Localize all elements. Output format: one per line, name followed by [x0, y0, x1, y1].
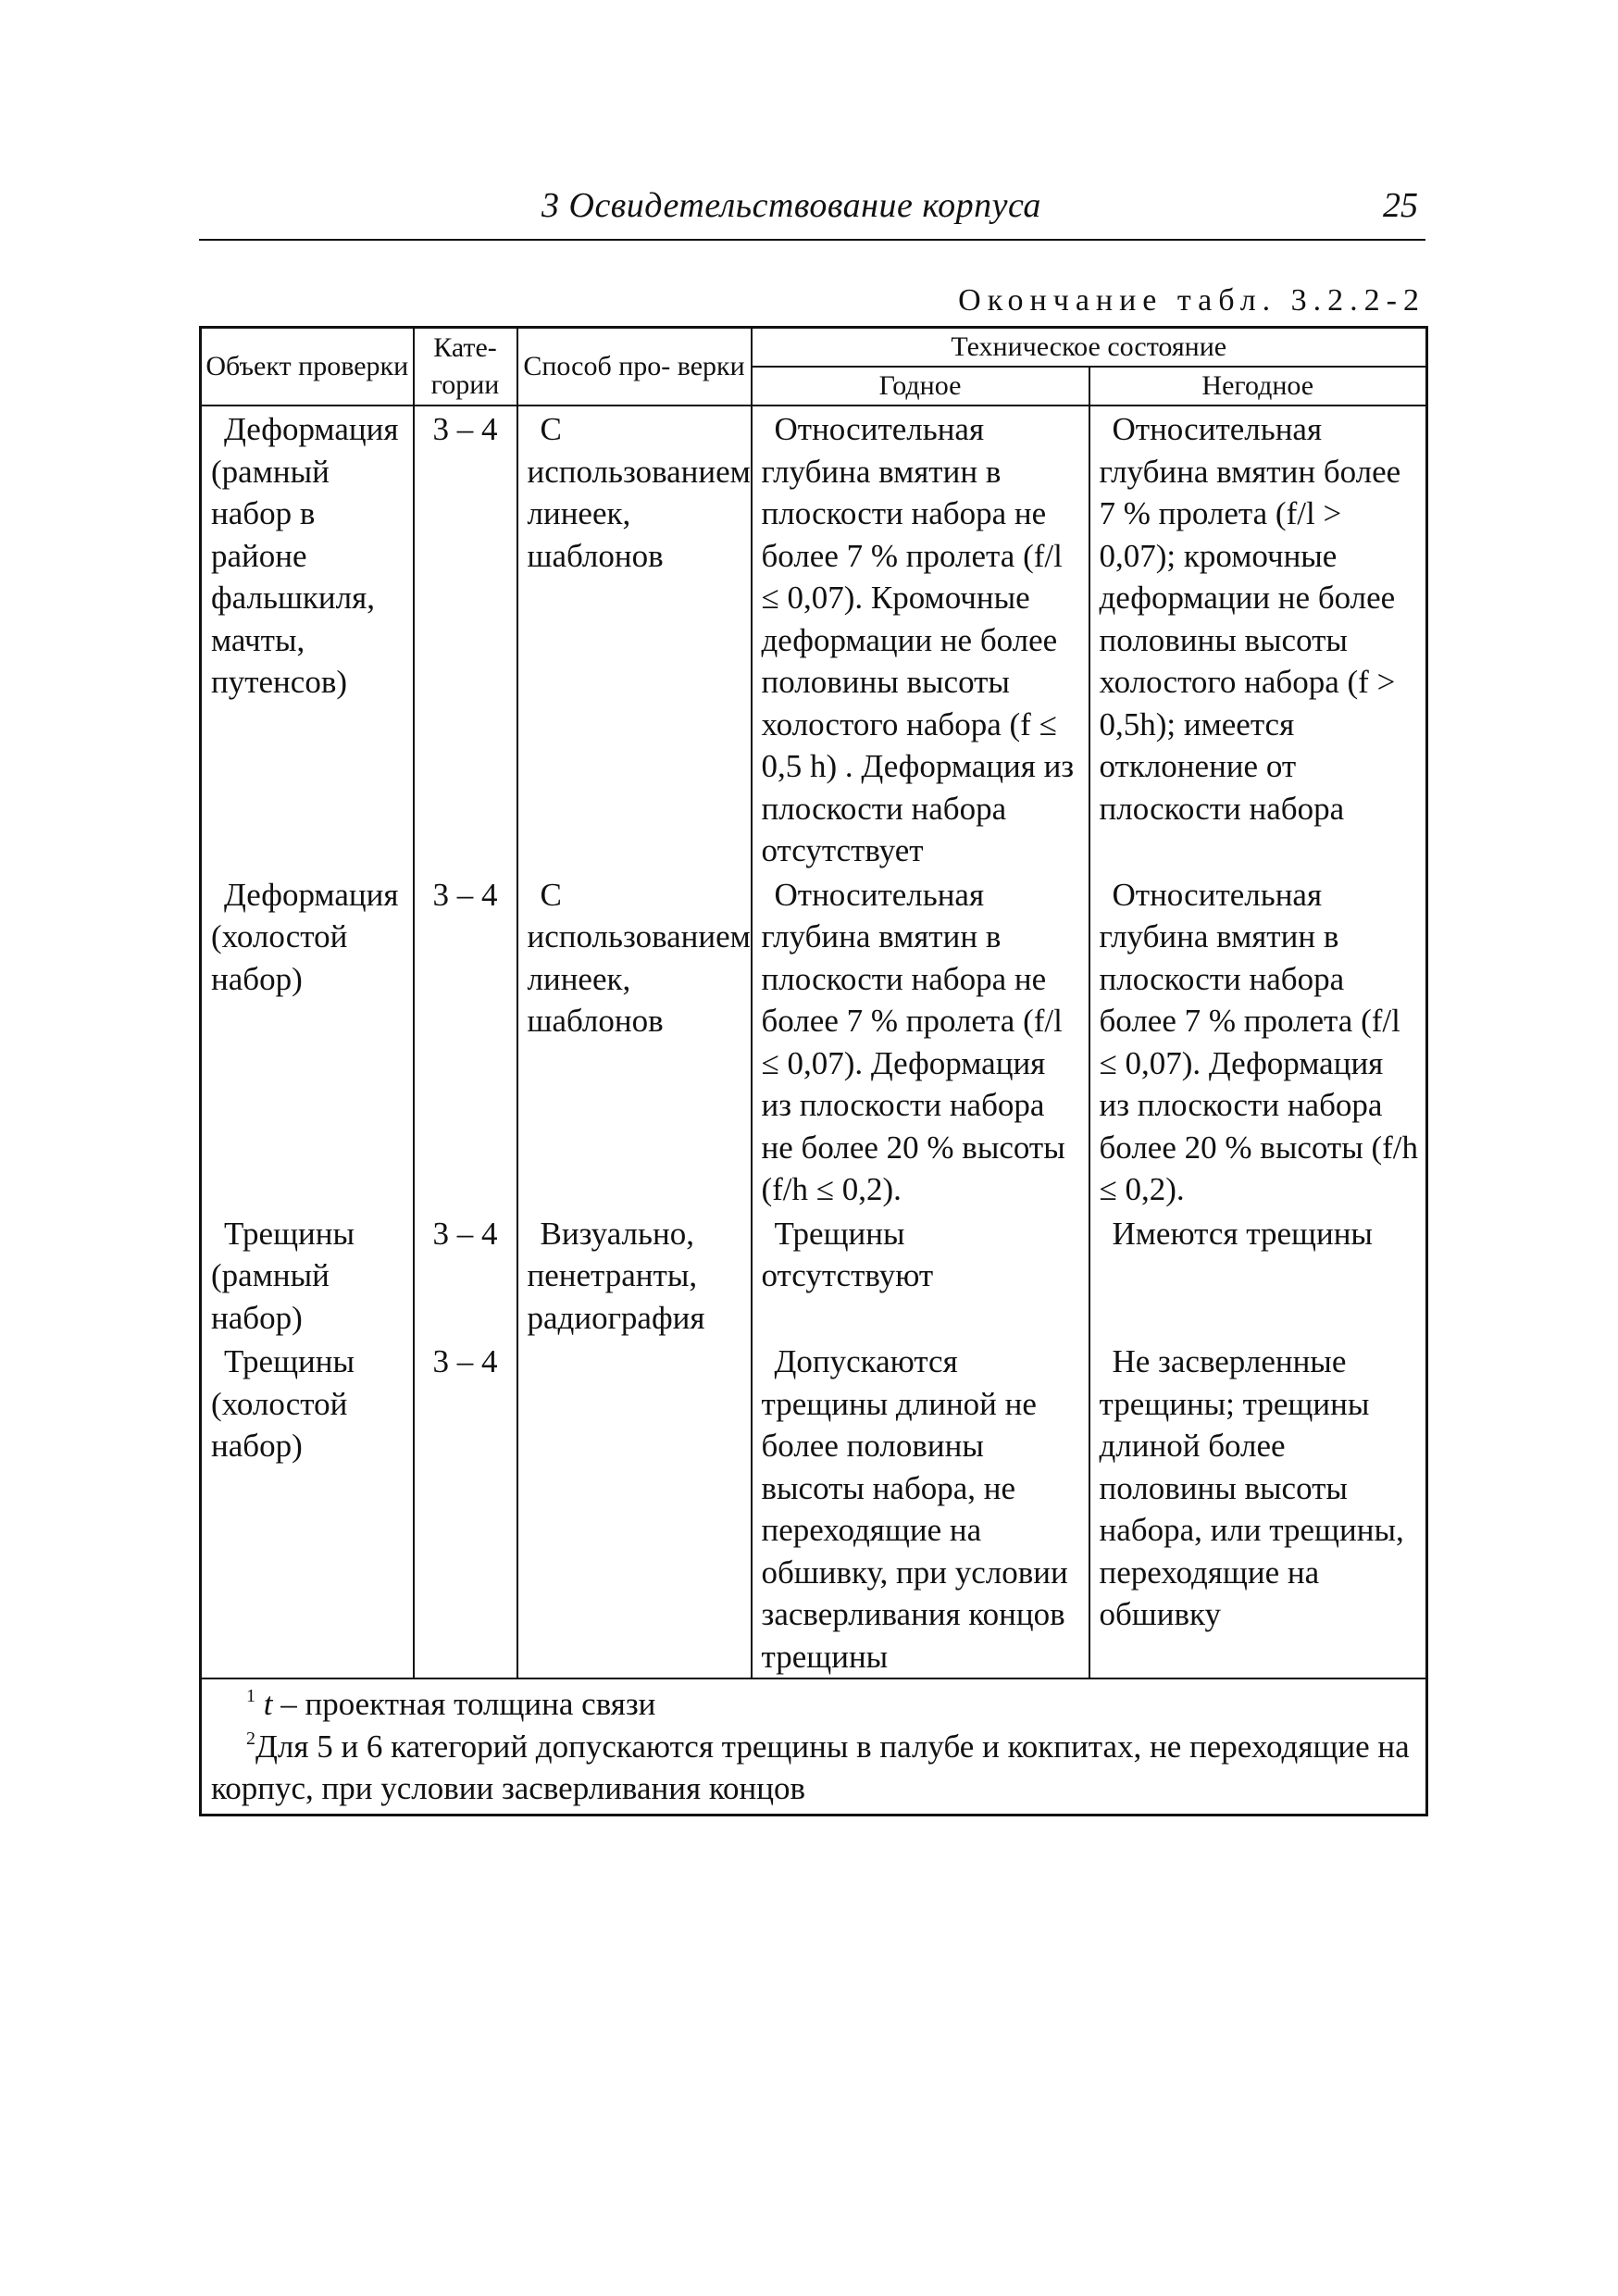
table-row [201, 1339, 1427, 1678]
header-category: Кате- гории [414, 328, 517, 406]
cell-object-text: Трещины (рамный набор) [211, 1215, 355, 1336]
footnote-1 [211, 1683, 1416, 1726]
running-header [199, 183, 1425, 241]
cell-method-text: Визуально, пенетранты, радиография [527, 1215, 705, 1336]
cell-good-text: Допускаются трещины длиной не более половины высоты набора, не переходящие на обшивку, при условии засверливания концов трещины [761, 1343, 1068, 1675]
cell-method [517, 872, 752, 1211]
cell-category: 3 – 4 [414, 1339, 517, 1678]
cell-method-text: С использованием линеек, шаблонов [527, 411, 751, 574]
header-object: Объект проверки [201, 328, 414, 406]
table-caption: Окончание табл. 3.2.2-2 [958, 283, 1425, 318]
header-tech-state: Техническое состояние [752, 328, 1427, 368]
cell-object [201, 1211, 414, 1340]
cell-object [201, 872, 414, 1211]
footnote-1-mark: 1 [246, 1686, 255, 1706]
table-row [201, 1211, 1427, 1340]
cell-good-text: Трещины отсутствуют [761, 1215, 934, 1293]
cell-category: 3 – 4 [414, 872, 517, 1211]
cell-good [752, 1211, 1089, 1340]
table-row [201, 406, 1427, 872]
cell-object-text: Деформация (холостой набор) [211, 876, 399, 997]
footnote-2-mark: 2 [246, 1728, 255, 1749]
cell-bad [1089, 872, 1427, 1211]
cell-bad-text: Имеются трещины [1112, 1215, 1373, 1252]
cell-bad-text: Относительная глубина вмятин более 7 % пролета (f/l > 0,07); кромочные деформации не более половины высоты холостого набора (f > 0,5h); имеется отклонение от плоскости набора [1099, 411, 1401, 827]
cell-category: 3 – 4 [414, 1211, 517, 1340]
cell-good [752, 406, 1089, 872]
cell-object-text: Трещины (холостой набор) [211, 1343, 355, 1464]
cell-bad [1089, 1339, 1427, 1678]
cell-good [752, 1339, 1089, 1678]
footnote-2 [211, 1726, 1416, 1810]
cell-object [201, 1339, 414, 1678]
cell-method-text: С использованием линеек, шаблонов [527, 876, 751, 1039]
cell-bad-text: Не засверленные трещины; трещины длиной более половины высоты набора, или трещины, переходящие на обшивку [1099, 1343, 1404, 1632]
cell-good-text: Относительная глубина вмятин в плоскости набора не более 7 % пролета (f/l ≤ 0,07). Деформация из плоскости набора не более 20 % высоты (f/h ≤ 0,2). [761, 876, 1065, 1207]
footnote-1-text: – проектная толщина связи [272, 1686, 656, 1722]
cell-method [517, 406, 752, 872]
footnote-1-variable: t [263, 1686, 273, 1722]
table-row [201, 872, 1427, 1211]
cell-good [752, 872, 1089, 1211]
header-bad: Негодное [1089, 367, 1427, 406]
cell-object [201, 406, 414, 872]
cell-object-text: Деформация (рамный набор в районе фальшкиля, мачты, путенсов) [211, 411, 399, 700]
cell-bad-text: Относительная глубина вмятин в плоскости набора более 7 % пролета (f/l ≤ 0,07). Деформация из плоскости набора более 20 % высоты (f/h ≤ 0,2). [1099, 876, 1418, 1207]
footnotes-row [201, 1678, 1427, 1815]
cell-bad [1089, 1211, 1427, 1340]
cell-category: 3 – 4 [414, 406, 517, 872]
header-method: Способ про- верки [517, 328, 752, 406]
cell-bad [1089, 406, 1427, 872]
cell-good-text: Относительная глубина вмятин в плоскости набора не более 7 % пролета (f/l ≤ 0,07). Кромочные деформации не более половины высоты холостого набора (f ≤ 0,5 h) . Деформация из плоскости набора отсутствует [761, 411, 1075, 868]
inspection-table [199, 326, 1428, 1816]
table-container [199, 326, 1425, 1816]
footnote-2-text: Для 5 и 6 категорий допускаются трещины в палубе и кокпитах, не переходящие на корпус, при условии засверливания концов [211, 1728, 1410, 1806]
footnotes [201, 1678, 1427, 1815]
cell-method [517, 1211, 752, 1679]
header-good: Годное [752, 367, 1089, 406]
page-number: 25 [1383, 186, 1418, 225]
running-title: 3 Освидетельствование корпуса [541, 186, 1041, 225]
